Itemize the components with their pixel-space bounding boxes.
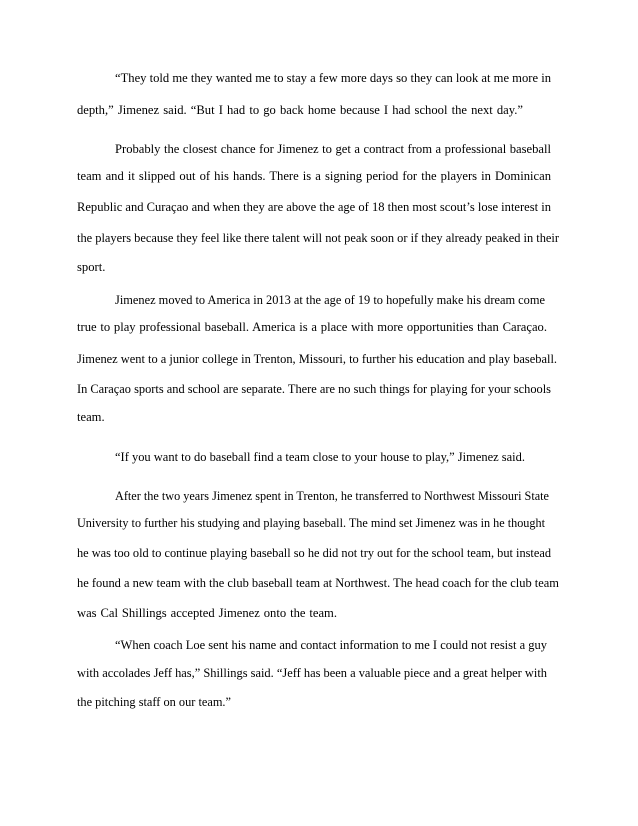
text-line: was Cal Shillings accepted Jimenez onto the team.: [77, 606, 337, 620]
text-line: After the two years Jimenez spent in Trenton, he transferred to Northwest Missouri State: [115, 489, 549, 503]
text-line: he was too old to continue playing baseball so he did not try out for the school team, but instead: [77, 546, 551, 560]
text-line: Jimenez moved to America in 2013 at the age of 19 to hopefully make his dream come: [115, 293, 545, 307]
text-line: the pitching staff on our team.”: [77, 695, 231, 709]
text-line: Jimenez went to a junior college in Trenton, Missouri, to further his education and play baseball.: [77, 352, 557, 366]
text-line: “When coach Loe sent his name and contact information to me I could not resist a guy: [115, 638, 547, 652]
text-line: true to play professional baseball. America is a place with more opportunities than Caraçao.: [77, 320, 547, 334]
text-line: “If you want to do baseball find a team close to your house to play,” Jimenez said.: [115, 450, 525, 464]
text-line: with accolades Jeff has,” Shillings said. “Jeff has been a valuable piece and a great helper with: [77, 666, 547, 680]
text-line: team.: [77, 410, 105, 424]
text-line: “They told me they wanted me to stay a few more days so they can look at me more in: [115, 71, 551, 85]
text-line: the players because they feel like there talent will not peak soon or if they already peaked in their: [77, 231, 559, 245]
text-line: sport.: [77, 260, 106, 274]
text-line: Probably the closest chance for Jimenez to get a contract from a professional baseball: [115, 142, 551, 156]
text-line: he found a new team with the club baseball team at Northwest. The head coach for the club team: [77, 576, 559, 590]
text-line: depth,” Jimenez said. “But I had to go back home because I had school the next day.”: [77, 103, 523, 117]
text-line: University to further his studying and playing baseball. The mind set Jimenez was in he thought: [77, 516, 545, 530]
text-line: In Caraçao sports and school are separate. There are no such things for playing for your schools: [77, 382, 551, 396]
text-line: Republic and Curaçao and when they are above the age of 18 then most scout’s lose interest in: [77, 200, 551, 214]
text-line: team and it slipped out of his hands. There is a signing period for the players in Dominican: [77, 169, 551, 183]
